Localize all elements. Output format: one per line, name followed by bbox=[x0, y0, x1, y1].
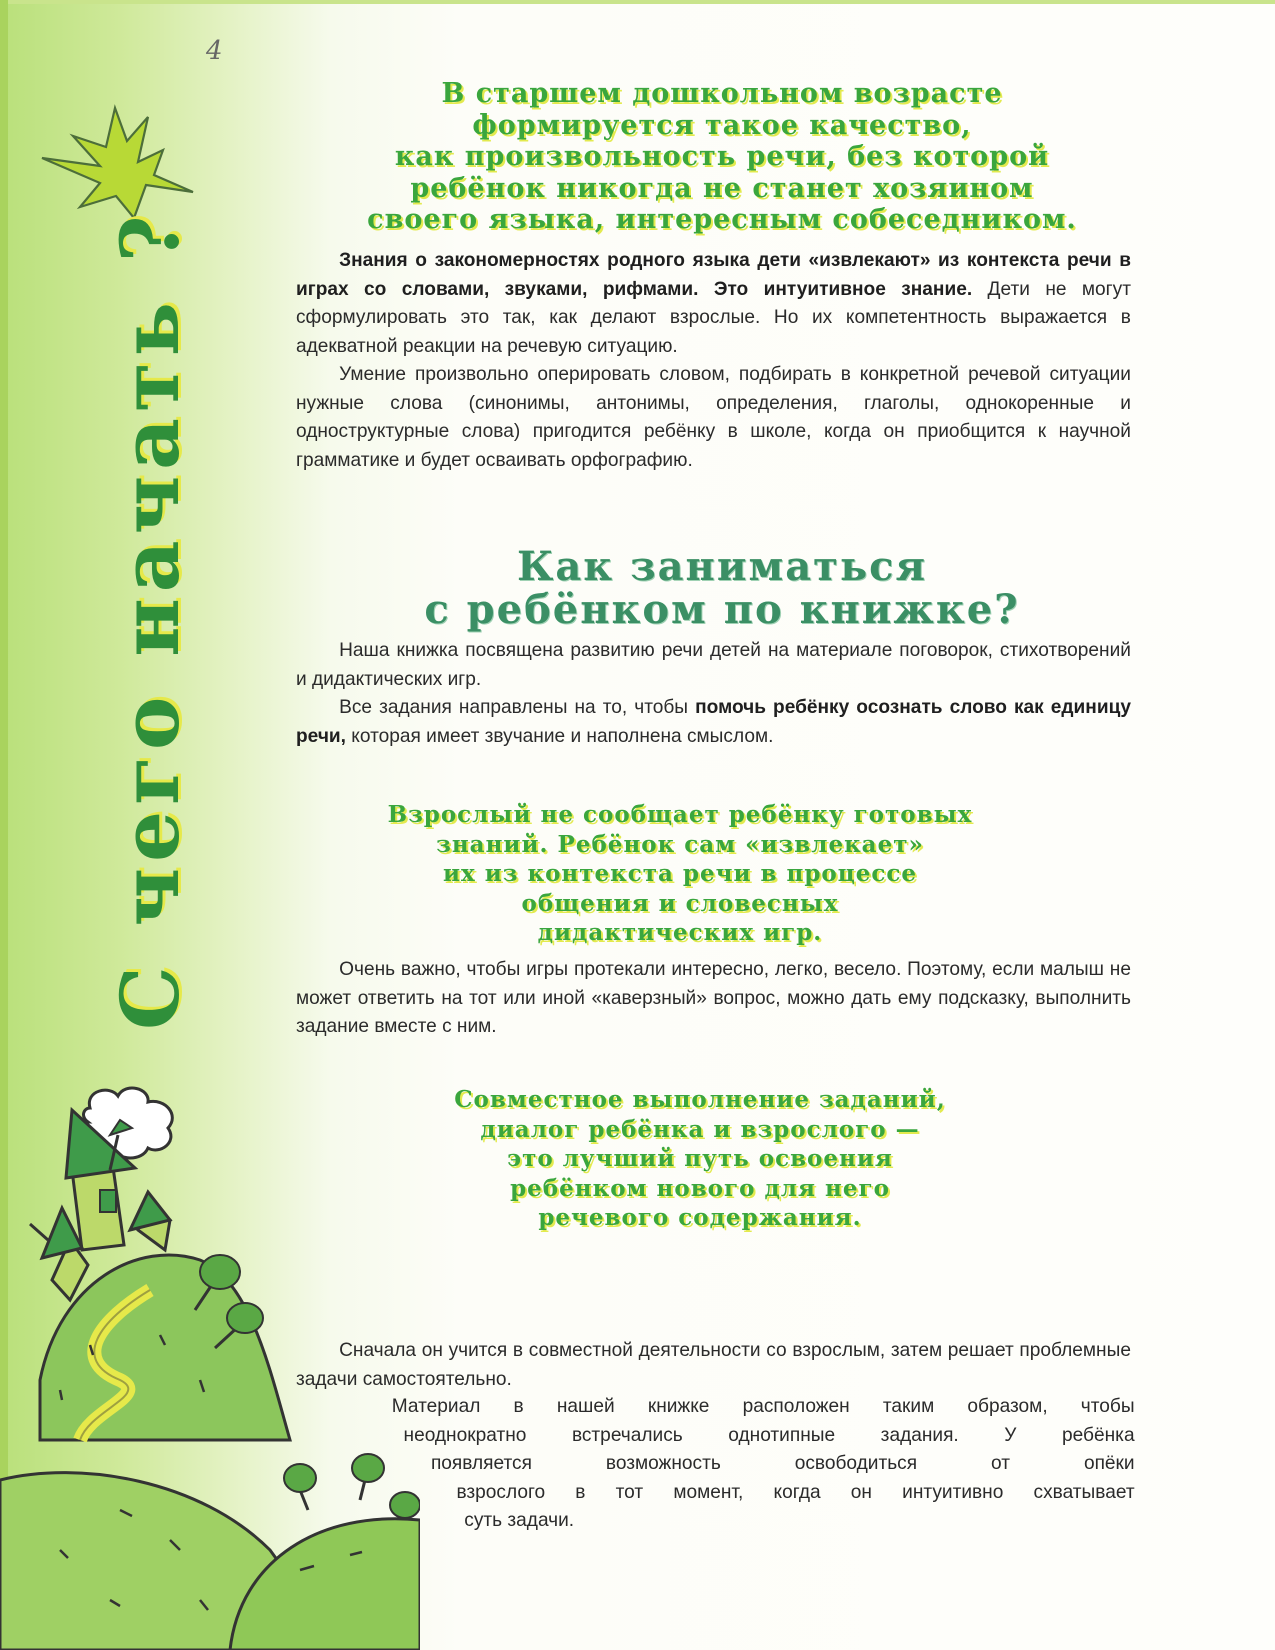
callout-line: ребёнком нового для него bbox=[510, 1174, 890, 1202]
heading-line: с ребёнком по книжке? bbox=[424, 586, 1020, 633]
callout-line: речевого содержания. bbox=[538, 1204, 862, 1231]
callout-line: знаний. Ребёнок сам «извлекает» bbox=[436, 830, 924, 858]
page-number: 4 bbox=[206, 36, 223, 66]
paragraph: Умение произвольно оперировать словом, подбирать в конкретной речевой ситуации нужные слова (синонимы, антонимы, определения, глаголы, однокоренные и одноструктурные слова) пригодится ребёнку в школе, когда он приобщится к научной грамматике и будет осваивать орфографию. bbox=[296, 363, 1131, 471]
callout-line: Совместное выполнение заданий, bbox=[454, 1086, 946, 1113]
paragraph: Очень важно, чтобы игры протекали интересно, легко, весело. Поэтому, если малыш не может ответить на тот или иной «каверзный» вопрос, можно дать ему подсказку, выполнить задание вместе с ним. bbox=[296, 958, 1131, 1037]
paragraph bbox=[296, 246, 1131, 360]
callout-line: диалог ребёнка и взрослого — bbox=[480, 1115, 920, 1143]
side-title: С чего начать ? bbox=[103, 209, 197, 1030]
callout-bottom bbox=[330, 1085, 1070, 1233]
section-4-indented-paragraph bbox=[380, 1392, 1135, 1535]
paragraph bbox=[296, 693, 1131, 750]
callout-line: общения и словесных bbox=[521, 889, 839, 917]
paragraph: Наша книжка посвящена развитию речи детей на материале поговорок, стихотворений и дидактических игр. bbox=[296, 639, 1131, 690]
text-line: неоднократно встречались однотипные задания. У ребёнка bbox=[403, 1423, 1135, 1446]
bold-lead: Знания о закономерностях родного языка дети «извлекают» из контекста речи в играх со словами, звуками, рифмами. Это интуитивное знание. bbox=[296, 249, 1131, 300]
text-line: взрослого в тот момент, когда он интуитивно схватывает bbox=[456, 1480, 1135, 1503]
text-line: Материал в нашей книжке расположен таким образом, чтобы bbox=[391, 1395, 1135, 1417]
callout-top bbox=[296, 78, 1148, 236]
paragraph bbox=[380, 1392, 1135, 1535]
paragraph-end: которая имеет звучание и наполнена смыслом. bbox=[345, 724, 774, 747]
paragraph: Сначала он учится в совместной деятельности со взрослым, затем решает проблемные задачи самостоятельно. bbox=[296, 1339, 1131, 1390]
callout-line: это лучший путь освоения bbox=[507, 1145, 893, 1172]
callout-line: дидактических игр. bbox=[537, 919, 823, 946]
callout-line: их из контекста речи в процессе bbox=[442, 860, 918, 887]
paragraph-start: Все задания направлены на то, чтобы bbox=[339, 696, 696, 718]
text-line: суть задачи. bbox=[464, 1509, 575, 1531]
paragraph-rest: Дети не могут сформулировать это так, как делают взрослые. Но их компетентность выражается в адекватной реакции на речевую ситуацию. bbox=[296, 277, 1131, 357]
callout-middle bbox=[300, 800, 1060, 948]
section-1-text bbox=[296, 246, 1131, 474]
section-heading bbox=[296, 545, 1148, 631]
callout-line: формируется такое качество, bbox=[472, 109, 972, 141]
callout-line: В старшем дошкольном возрасте bbox=[441, 78, 1003, 109]
text-line: появляется возможность освободиться от опёки bbox=[430, 1452, 1135, 1474]
callout-line: как произвольность речи, без которой bbox=[394, 141, 1050, 172]
callout-line: своего языка, интересным собеседником. bbox=[367, 204, 1077, 235]
callout-line: ребёнок никогда не станет хозяином bbox=[410, 172, 1034, 204]
heading-line: Как заниматься bbox=[516, 543, 927, 590]
section-4-text bbox=[296, 1336, 1131, 1393]
bold-phrase: помочь ребёнку осознать слово как единицу речи, bbox=[296, 696, 1131, 747]
callout-line: Взрослый не сообщает ребёнку готовых bbox=[387, 801, 973, 828]
section-3-text bbox=[296, 955, 1131, 1041]
page-top-edge bbox=[0, 0, 1275, 4]
section-2-text bbox=[296, 636, 1131, 750]
